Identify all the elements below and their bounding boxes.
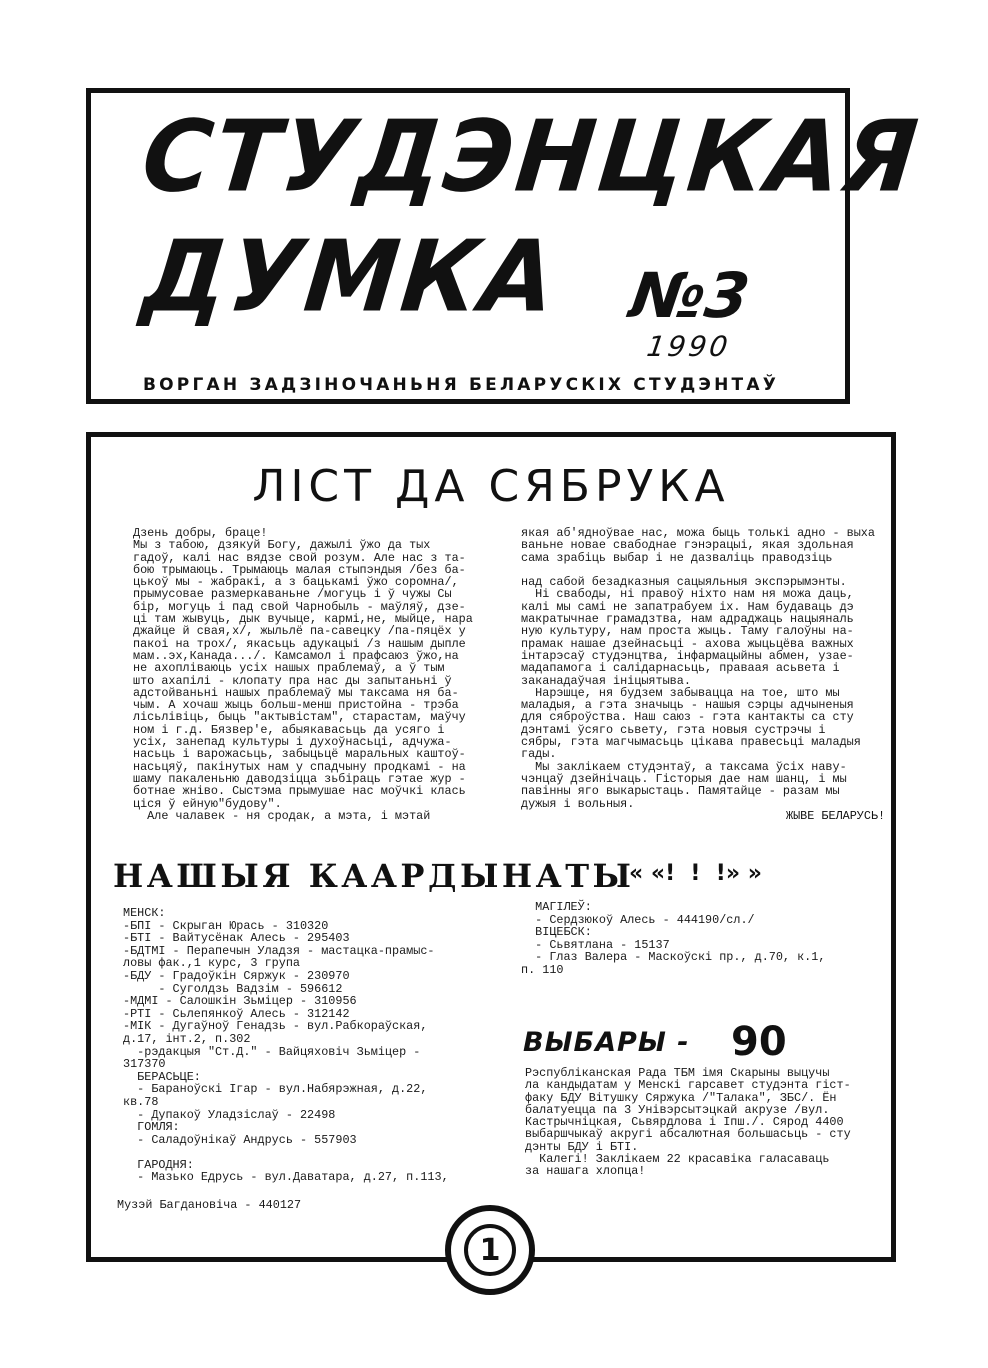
elections-text bbox=[525, 1067, 885, 1178]
text-line: дэнты БДУ і БТІ. bbox=[525, 1139, 639, 1154]
text-line: што ахапілі - клопату пра нас ды запытаньні ў bbox=[133, 673, 452, 688]
text-line: прымусовае размеркаваньне /могуць і ў чужы Сы bbox=[133, 587, 452, 602]
text-line: якая аб'ядноўвае нас, можа быць толькі адно - выха bbox=[521, 526, 875, 540]
text-line: Калегі! Заклікаем 22 красавіка галасаваць bbox=[525, 1152, 830, 1167]
text-line bbox=[123, 1146, 523, 1159]
text-line: інтарэсаў студэнцтва, інфармацыйны абмен, узае- bbox=[521, 648, 854, 663]
text-line: ГОМЛЯ: bbox=[123, 1120, 180, 1135]
text-line: макратычнае грамадзтва, нам адраджаць нацыяналь bbox=[521, 612, 854, 627]
text-line: для сяброўства. Наш саюз - гэта кантакты са сту bbox=[521, 710, 854, 725]
text-line: сябры, гэта магчымасьць цікава правесьці маладыя bbox=[521, 735, 861, 750]
text-line: выбаршчыкаў акругі абсалютная большасьць - сту bbox=[525, 1127, 851, 1142]
text-line: ла кандыдатам у Менскі гарсавет студэнта гіст- bbox=[525, 1078, 851, 1093]
text-line: сама зрабіць выбар і не дазваліць праводзіць bbox=[521, 550, 833, 565]
text-line: - Дупакоў Уладзіслаў - 22498 bbox=[123, 1107, 336, 1122]
coordinates-title-marks: « «! ! !» » bbox=[629, 861, 762, 886]
text-line: бір, могуць і пад свой Чарнобыль - маўляў, дзе- bbox=[133, 599, 466, 614]
text-line: -БТІ - Вайтусёнак Алесь - 295403 bbox=[123, 931, 350, 946]
text-line: Ні свабоды, ні правоў ніхто нам ня можа даць, bbox=[521, 587, 854, 602]
text-line: мам..эх,Канада.../. Камсамол і прафсаюз ўжо,на bbox=[133, 648, 459, 663]
letter-signature: ЖЫВЕ БЕЛАРУСЬ! bbox=[786, 809, 886, 823]
text-line: шаму пакаленьню даводзіцца зьбіраць гэтае жур - bbox=[133, 771, 466, 786]
text-line: заканадаўчая ініцыятыва. bbox=[521, 673, 691, 688]
text-line: гады. bbox=[521, 747, 557, 762]
text-line: п. 110 bbox=[521, 962, 564, 977]
text-line: Кастрычніцкая, Сьвярдлова і Іпш./. Сярод 4400 bbox=[525, 1115, 844, 1130]
letter-column-left bbox=[133, 527, 503, 822]
content-frame bbox=[86, 432, 896, 1262]
text-line: кв.78 bbox=[123, 1094, 159, 1109]
text-line: -МІК - Дугаўноў Генадзь - вул.Рабкораўская, bbox=[123, 1019, 428, 1034]
text-line: ВІЦЕБСК: bbox=[521, 925, 592, 940]
text-line: бою трымаюць. Трымаюць малая стыпэндыя /без ба- bbox=[133, 562, 466, 577]
text-line: -МДМІ - Салошкін Зьміцер - 310956 bbox=[123, 994, 357, 1009]
newspaper-title-line2: ДУМКА bbox=[137, 220, 564, 335]
masthead bbox=[86, 88, 926, 404]
text-line: гадоў, калі нас вядзе свой розум. Але нас з та- bbox=[133, 550, 466, 565]
elections-dash: - bbox=[677, 1027, 690, 1058]
text-line: - Суголдзь Вадзім - 596612 bbox=[123, 981, 343, 996]
text-line: ціся ў ейную"будову". bbox=[133, 796, 282, 811]
text-line: Але чалавек - ня сродак, а мэта, і мэтай bbox=[133, 808, 431, 823]
text-line: - Сьвятлана - 15137 bbox=[521, 937, 670, 952]
elections-number: 90 bbox=[731, 1019, 787, 1065]
text-line: -БДУ - Градоўкін Сяржук - 230970 bbox=[123, 968, 350, 983]
text-line: -БДТМІ - Перапечын Уладзя - мастацка-прамыс- bbox=[123, 943, 435, 958]
text-line: -рэдакцыя "Ст.Д." - Вайцяховіч Зьміцер - bbox=[123, 1044, 421, 1059]
text-line: ці там жывуць, дык вучыце, кармі,не, мыйце, нара bbox=[133, 612, 473, 627]
coordinates-list-left bbox=[123, 907, 523, 1184]
letter-title: ЛІСТ ДА СЯБРУКА bbox=[252, 461, 730, 512]
text-line: калі мы самі не запатрабуем іх. Нам будаваць дэ bbox=[521, 599, 854, 614]
page-number-badge bbox=[445, 1205, 535, 1295]
text-line: насьць і варожасьць, забыцьцё маральных каштоў- bbox=[133, 747, 466, 762]
text-line: 317370 bbox=[123, 1057, 166, 1072]
text-line: - Сердзюкоў Алесь - 444190/сл./ bbox=[521, 912, 755, 927]
text-line: павінны яго выкарыстаць. Памятайце - разам мы bbox=[521, 784, 840, 799]
text-line: - Мазько Едрусь - вул.Даватара, д.27, п.113, bbox=[123, 1170, 449, 1185]
text-line: ном і г.д. Бязвер'е, абыякавасьць да усяго і bbox=[133, 722, 445, 737]
text-line: ваньне новае свабоднае гэнэрацыі, якая здольная bbox=[521, 538, 854, 553]
text-line: мадапамога і салідарнасьць, праваая асьвета і bbox=[521, 661, 840, 676]
text-line: МАГІЛЕЎ: bbox=[521, 900, 592, 914]
text-line: - Глаз Валера - Маскоўскі пр., д.70, к.1, bbox=[521, 950, 826, 965]
text-line: Мы заклікаем студэнтаў, а таксама ўсіх наву- bbox=[521, 759, 847, 774]
text-line: усіх, занепад культуры і духоўнасьці, адчужа- bbox=[133, 735, 452, 750]
text-line: ботнае жніво. Сыстэма прымушае нас моўчкі клась bbox=[133, 784, 466, 799]
text-line: чым. А хочаш жыць больш-менш пристойна - трэба bbox=[133, 698, 459, 713]
text-line: - Саладоўнікаў Андрусь - 557903 bbox=[123, 1132, 357, 1147]
masthead-subtitle: ВОРГАН ЗАДЗІНОЧАНЬНЯ БЕЛАРУСКІХ СТУДЭНТАЎ bbox=[143, 375, 779, 395]
letter-column-right bbox=[521, 527, 881, 810]
text-line: - Бараноўскі Ігар - вул.Набярэжная, д.22, bbox=[123, 1082, 428, 1097]
page-number: 1 bbox=[464, 1224, 516, 1276]
text-line: прамак нашае дзейнасьці - ахова жыцьцёва важных bbox=[521, 636, 854, 651]
text-line: МЕНСК: bbox=[123, 906, 166, 920]
text-line: лісьлівіць, быць "актывістам", старастам, маўчу bbox=[133, 710, 466, 725]
text-line: адстойваньні нашых праблемаў мы таксама ня ба- bbox=[133, 685, 459, 700]
text-line: д.17, інт.2, п.302 bbox=[123, 1031, 251, 1046]
text-line: насьцяў, пакінутых нам у спадчыну продкамі - на bbox=[133, 759, 466, 774]
coordinates-list-right bbox=[521, 901, 881, 977]
text-line: ную культуру, нам проста жыць. Таму галоўны на- bbox=[521, 624, 854, 639]
elections-title-text: ВЫБАРЫ bbox=[523, 1027, 667, 1058]
text-line: БЕРАСЬЦЕ: bbox=[123, 1069, 201, 1084]
text-line: цькоў мы - жабракі, а з бацькамі ўжо соромна/, bbox=[133, 575, 459, 590]
issue-number: №3 bbox=[625, 259, 754, 332]
text-line: Дзень добры, браце! bbox=[133, 526, 268, 540]
text-line: -РТІ - Сьлепянкоў Алесь - 312142 bbox=[123, 1006, 350, 1021]
coordinates-title: НАШЫЯ КААРДЫНАТЫ bbox=[113, 857, 635, 895]
text-line: пакоі на трох/, якасьць адукацыі /з нашым дыпле bbox=[133, 636, 466, 651]
text-line: ГАРОДНЯ: bbox=[123, 1157, 194, 1172]
elections-title bbox=[523, 1027, 689, 1058]
text-line: дэнтамі ўсяго сьвету, гэта новыя сустрэчы і bbox=[521, 722, 826, 737]
text-line: джайце й свая,х/, жыльлё па-савецку /па-пяцёх у bbox=[133, 624, 466, 639]
text-line: за нашага хлопца! bbox=[525, 1164, 646, 1179]
text-line: чэнцаў дзейнічаць. Гісторыя дае нам шанц, і мы bbox=[521, 771, 847, 786]
text-line: Рэспубліканская Рада ТБМ імя Скарыны выцучы bbox=[525, 1066, 830, 1080]
issue-year: 1990 bbox=[644, 330, 733, 363]
text-line: дужыя і вольныя. bbox=[521, 796, 635, 811]
text-line: Нарэшце, ня будзем забывацца на тое, што мы bbox=[521, 685, 840, 700]
text-line: не ахопліваюць усіх нашых праблемаў, а ў тым bbox=[133, 661, 445, 676]
text-line: факу БДУ Вітушку Сяржука /"Талака", ЗБС/. Ён bbox=[525, 1090, 837, 1105]
text-line: маладыя, а гэта значыць - нашыя сэрцы адчыненыя bbox=[521, 698, 854, 713]
text-line: ловы фак.,1 курс, 3 група bbox=[123, 956, 300, 971]
museum-contact: Музэй Багдановіча - 440127 bbox=[117, 1198, 302, 1212]
text-line: -БПІ - Скрыган Юрась - 310320 bbox=[123, 918, 329, 933]
newspaper-title-line1: СТУДЭНЦКАЯ bbox=[137, 100, 926, 215]
text-line: балатуецца па 3 Унівэрсытэцкай акрузе /вул. bbox=[525, 1102, 830, 1117]
text-line: Мы з табою, дзякуй Богу, дажылі ўжо да тых bbox=[133, 538, 431, 553]
text-line: над сабой безадказныя сацыяльныя экспэрымэнты. bbox=[521, 575, 847, 590]
